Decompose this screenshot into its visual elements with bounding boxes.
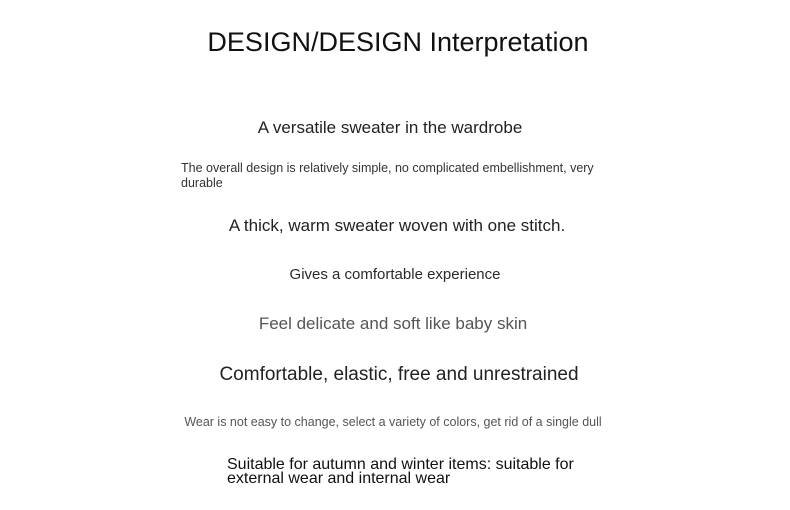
note-wear-colors: Wear is not easy to change, select a variety of colors, get rid of a single dull bbox=[184, 415, 602, 429]
heading-comfortable-experience: Gives a comfortable experience bbox=[289, 266, 501, 283]
heading-delicate-soft: Feel delicate and soft like baby skin bbox=[258, 314, 528, 333]
heading-comfortable-elastic: Comfortable, elastic, free and unrestrained bbox=[219, 364, 579, 385]
heading-thick-warm-sweater: A thick, warm sweater woven with one stitch. bbox=[228, 216, 566, 235]
page-title: DESIGN/DESIGN Interpretation bbox=[207, 27, 589, 57]
heading-versatile-sweater: A versatile sweater in the wardrobe bbox=[257, 118, 523, 137]
paragraph-overall-design: The overall design is relatively simple, no complicated embellishment, very durable bbox=[181, 161, 594, 190]
paragraph-autumn-winter: Suitable for autumn and winter items: suitable for external wear and internal wear bbox=[227, 456, 574, 487]
